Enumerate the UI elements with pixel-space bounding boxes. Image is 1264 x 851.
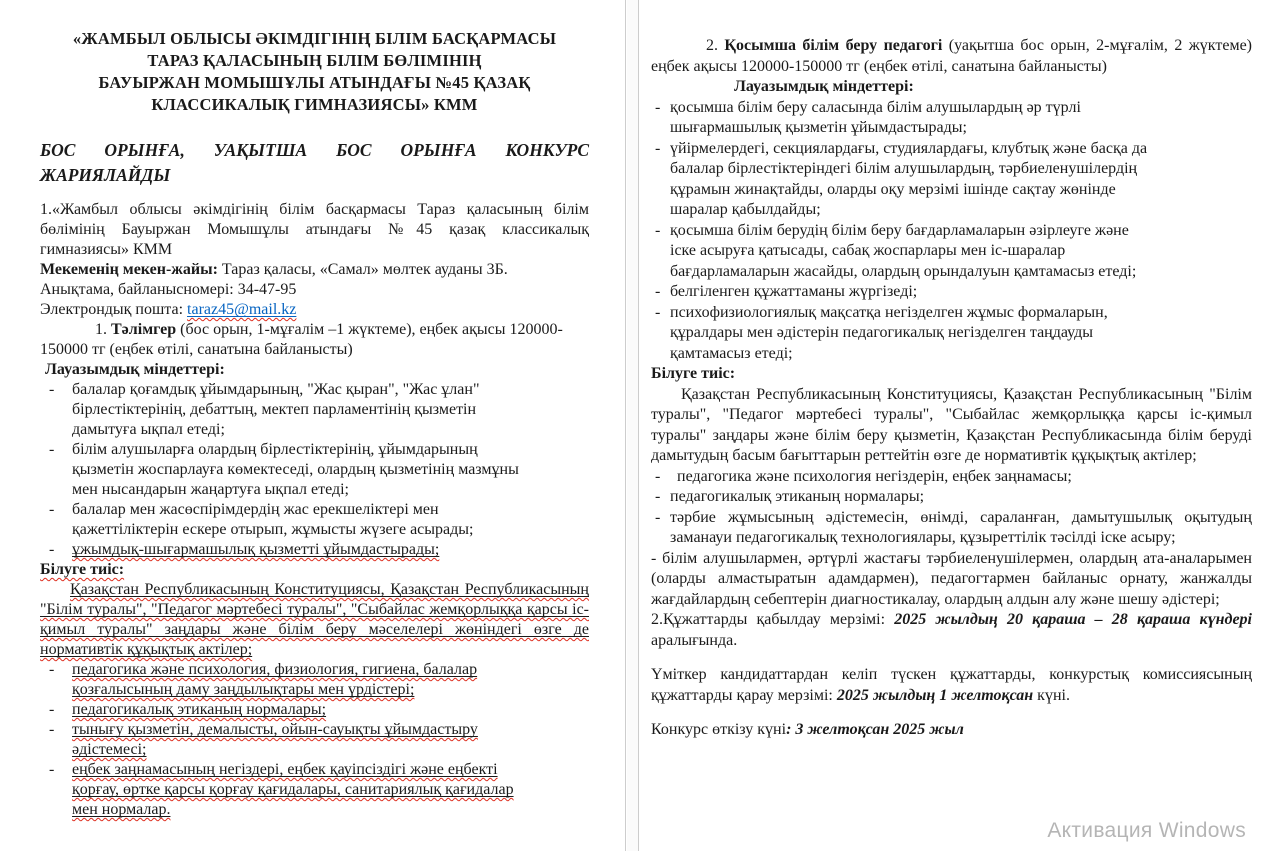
vacancy-title: Тәлімгер bbox=[111, 321, 177, 338]
know-item: - педагогикалық этиканың нормалары; bbox=[651, 487, 1252, 508]
review-date: 2025 жылдың 1 желтоқсан bbox=[836, 686, 1034, 704]
duties-list bbox=[40, 380, 540, 560]
vacancy-details: (уақытша бос орын, 2-мұғалім, 2 жүктеме) еңбек ақысы 120000-150000 тг (еңбек өтілі, санатына байланысты) bbox=[651, 37, 1253, 75]
vacancy-1-heading bbox=[40, 320, 589, 360]
know-list bbox=[40, 660, 540, 820]
document-page-1 bbox=[0, 0, 626, 851]
know-list bbox=[651, 467, 1252, 549]
review-paragraph bbox=[651, 665, 1252, 706]
duty-item: - білім алушыларға олардың бірлестіктерінің, ұйымдарының қызметін жоспарлауға көмектеседі, олардың қызметінің мазмұны мен нысандарын жаңартуға ықпал етеді; bbox=[40, 440, 540, 500]
know-intro: Қазақстан Республикасының Конституциясы, Қазақстан Республикасының "Білім туралы", "Педагог мәртебесі туралы", "Сыбайлас жемқорлыққа қарсы іс-қимыл туралы" заңдары және білім беру мәселелері жөніндегі өзге де нормативтік құқықтық актілер; bbox=[40, 581, 589, 658]
vacancy-title: Қосымша білім беру педагогі bbox=[724, 37, 943, 54]
know-item: - тынығу қызметін, демалысты, ойын-сауықты ұйымдастыру әдістемесі; bbox=[40, 720, 540, 760]
duty-item: - балалар мен жасөспірімдердің жас ерекшеліктері мен қажеттіліктерін ескере отырып, жұмысты жүзеге асырады; bbox=[40, 500, 540, 540]
duty-item: - балалар қоғамдық ұйымдарының, "Жас қыран", "Жас ұлан" бірлестіктерінің, дебаттың, мектеп парламентінің қызметін дамытуға ықпал етеді; bbox=[40, 380, 540, 440]
intro-paragraph: 1.«Жамбыл облысы әкімдігінің білім басқармасы Тараз қаласының білім бөлімінің Бауыржан Момышұлы атындағы №45 қазақ классикалық гимназиясы» КММ bbox=[40, 201, 589, 258]
title-line: КЛАССИКАЛЫҚ ГИМНАЗИЯСЫ» КММ bbox=[151, 95, 478, 114]
know-item: - еңбек заңнамасының негіздері, еңбек қауіпсіздігі және еңбекті қорғау, өртке қарсы қорғау қағидалары, санитариялық қағидалар мен нормалар. bbox=[40, 760, 540, 820]
duty-item: - белгіленген құжаттаманы жүргізеді; bbox=[651, 282, 1156, 303]
title-line: ТАРАЗ ҚАЛАСЫНЫҢ БІЛІМ БӨЛІМІНІҢ bbox=[147, 51, 482, 70]
review-prefix: Үміткер кандидаттардан келіп түскен құжаттарды, конкурстық комиссиясының құжаттарды қарау мерзімі: bbox=[651, 666, 1252, 704]
email-link[interactable]: taraz45@mail.kz bbox=[187, 301, 297, 318]
contest-date-paragraph bbox=[651, 720, 1252, 741]
know-item: - тәрбие жұмысының әдістемесін, өнімді, сараланған, дамытушылық оқытудың заманауи педагогикалық технологиялары, құзыреттілік тәсілді іске асыру; bbox=[651, 508, 1252, 549]
vacancy-2-heading bbox=[651, 36, 1252, 77]
deadline-suffix: аралығында. bbox=[651, 631, 738, 649]
page-divider bbox=[627, 0, 638, 851]
duty-item: - үйірмелердегі, секциялардағы, студиялардағы, клубтық және басқа да балалар бірлестіктеріндегі білім алушылардың, тәрбиеленушілердің құрамын жинақтайды, оларды оқу мерзімі ішінде сақтау жөнінде шаралар қабылдайды; bbox=[651, 139, 1156, 221]
address-line bbox=[40, 260, 589, 280]
document-page-2 bbox=[638, 0, 1264, 851]
email-label: Электрондық пошта: bbox=[40, 301, 188, 318]
contest-date: : 3 желтоқсан 2025 жыл bbox=[786, 721, 964, 738]
email-line bbox=[40, 300, 589, 320]
duties-heading: Лауазымдық міндеттері: bbox=[734, 78, 914, 95]
duty-item: - психофизиологиялық мақсатқа негізделген жұмыс формаларын, құралдары мен әдістерін педагогикалық негізделген таңдауды қамтамасыз етеді; bbox=[651, 303, 1156, 365]
know-heading: Білуге тиіс: bbox=[40, 561, 125, 578]
review-suffix: күні. bbox=[1033, 686, 1070, 704]
deadline-paragraph bbox=[651, 610, 1252, 651]
windows-activation-watermark: Активация Windows bbox=[1047, 819, 1246, 842]
duties-heading: Лауазымдық міндеттері: bbox=[45, 361, 225, 378]
deadline-prefix: 2.Құжаттарды қабылдау мерзімі: bbox=[651, 611, 895, 628]
page-title bbox=[40, 28, 589, 116]
know-intro: Қазақстан Республикасының Конституциясы, Қазақстан Республикасының "Білім туралы", "Педагог мәртебесі туралы", "Сыбайлас жемқорлыққа қарсы іс-қимыл туралы" заңдары және білім беру қызметін, Қазақстан Республикасында білім беруді дамытудың басым бағыттарын реттейтін өзге де нормативтік құқықтық актілер; bbox=[651, 385, 1252, 464]
duties-list bbox=[651, 98, 1156, 365]
address-label: Мекеменің мекен-жайы: bbox=[40, 261, 218, 278]
know-item: - педагогика және психология негіздерін, еңбек заңнамасы; bbox=[651, 467, 1252, 488]
duty-item: - қосымша білім беру саласында білім алушылардың әр түрлі шығармашылық қызметін ұйымдастырады; bbox=[651, 98, 1156, 139]
know-heading: Білуге тиіс: bbox=[651, 365, 736, 382]
vacancy-number: 2. bbox=[706, 37, 725, 54]
duty-item: - ұжымдық-шығармашылық қызметті ұйымдастырады; bbox=[40, 540, 540, 560]
title-line: «ЖАМБЫЛ ОБЛЫСЫ ӘКІМДІГІНІҢ БІЛІМ БАСҚАРМАСЫ bbox=[72, 29, 557, 48]
know-item-paragraph: - білім алушылармен, әртүрлі жастағы тәрбиеленушілермен, олардың ата-аналарымен (оларды алмастыратын адамдармен), педагогтармен байланыс орнату, жанжалды жағдайлардың себептерін диагностикалау, олардың алдын алу және шешу әдістері; bbox=[651, 549, 1252, 608]
contest-prefix: Конкурс өткізу күні bbox=[651, 721, 787, 738]
subtitle-line: БОС ОРЫНҒА, УАҚЫТША БОС ОРЫНҒА КОНКУРС bbox=[40, 140, 589, 160]
know-item: - педагогика және психология, физиология, гигиена, балалар қозғалысының даму заңдылықтары мен үрдістері; bbox=[40, 660, 540, 700]
know-item: - педагогикалық этиканың нормалары; bbox=[40, 700, 540, 720]
deadline-dates: 2025 жылдың 20 қараша – 28 қараша күндері bbox=[894, 611, 1252, 628]
vacancy-number: 1. bbox=[95, 321, 111, 338]
duty-item: - қосымша білім берудің білім беру бағдарламаларын әзірлеуге және іске асыруға қатысады, сабақ жоспарлары мен іс-шаралар бағдарламаларын жасайды, олардың орындалуын қамтамасыз етеді; bbox=[651, 221, 1156, 283]
vacancy-details: (бос орын, 1-мұғалім –1 жүктеме), еңбек ақысы 120000-150000 тг (еңбек өтілі, санатына байланысты) bbox=[40, 321, 563, 358]
title-line: БАУЫРЖАН МОМЫШҰЛЫ АТЫНДАҒЫ №45 ҚАЗАҚ bbox=[98, 73, 531, 92]
address-value: Тараз қаласы, «Самал» мөлтек ауданы 3Б. bbox=[217, 261, 508, 278]
phone-line: Анықтама, байланысномері: 34-47-95 bbox=[40, 281, 297, 298]
subtitle-line: ЖАРИЯЛАЙДЫ bbox=[40, 165, 171, 185]
announcement-subtitle bbox=[40, 138, 589, 188]
